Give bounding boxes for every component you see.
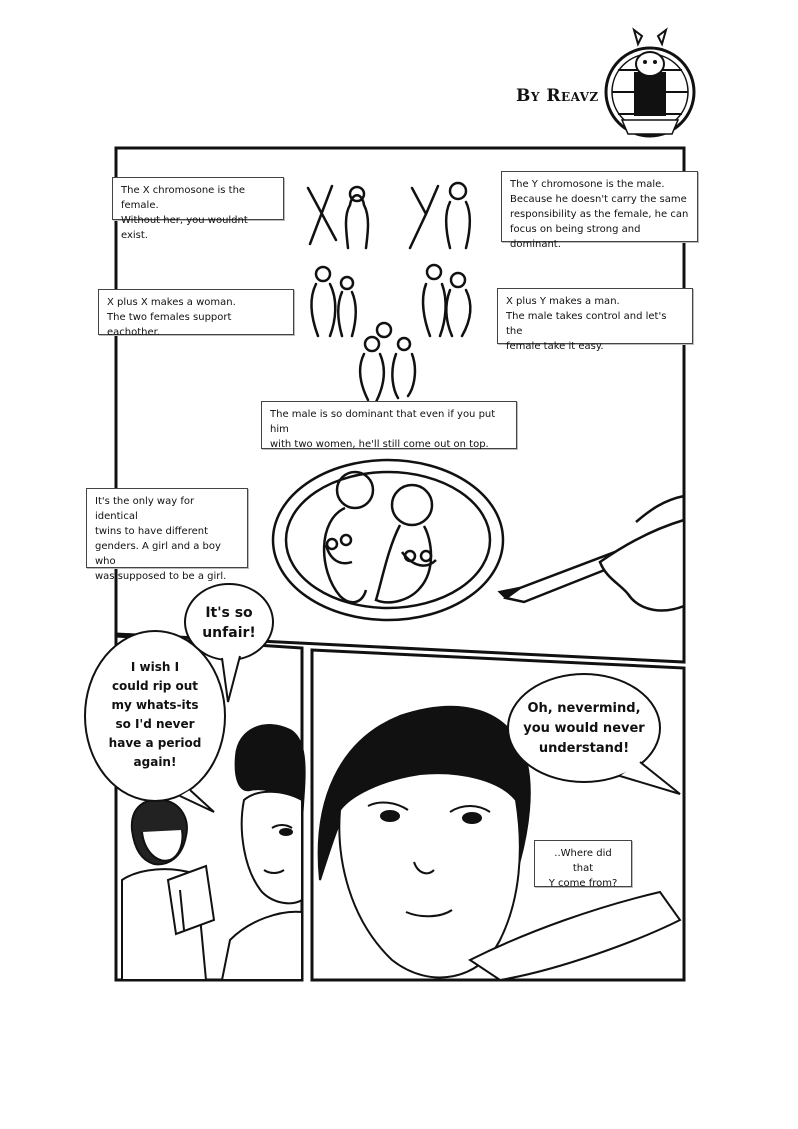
bubble-unfair: It's so unfair!	[202, 605, 256, 641]
caption-x-plus-x: X plus X makes a woman. The two females support eachother.	[98, 289, 294, 335]
caption-where-y: ..Where did that Y come from?	[534, 840, 632, 887]
author-byline: By Reavz	[516, 86, 599, 106]
left-girl-drawing	[222, 725, 305, 980]
caption-x-plus-y: X plus Y makes a man. The male takes control and let's the female take it easy.	[497, 288, 693, 344]
bubble-wish: I wish I could rip out my whats-its so I'd never have a period again!	[108, 660, 202, 769]
womb-drawing	[273, 460, 503, 620]
caption-dominant: The male is so dominant that even if you put him with two women, he'll still come out on top.	[261, 401, 517, 449]
hand-with-pencil	[500, 496, 684, 610]
background-girl-drawing	[122, 800, 214, 980]
bubble-nevermind: Oh, nevermind, you would never understand!	[523, 701, 645, 756]
caption-twins: It's the only way for identical twins to have different genders. A girl and a boy who was supposed to be a girl.	[86, 488, 248, 568]
author-logo	[606, 30, 694, 136]
caption-x-chromosome: The X chromosone is the female. Without her, you wouldnt exist.	[112, 177, 284, 220]
caption-y-chromosome: The Y chromosone is the male. Because he doesn't carry the same responsibility as the female, he can focus on being strong and dominant.	[501, 171, 698, 242]
chromosome-drawings	[308, 183, 470, 402]
